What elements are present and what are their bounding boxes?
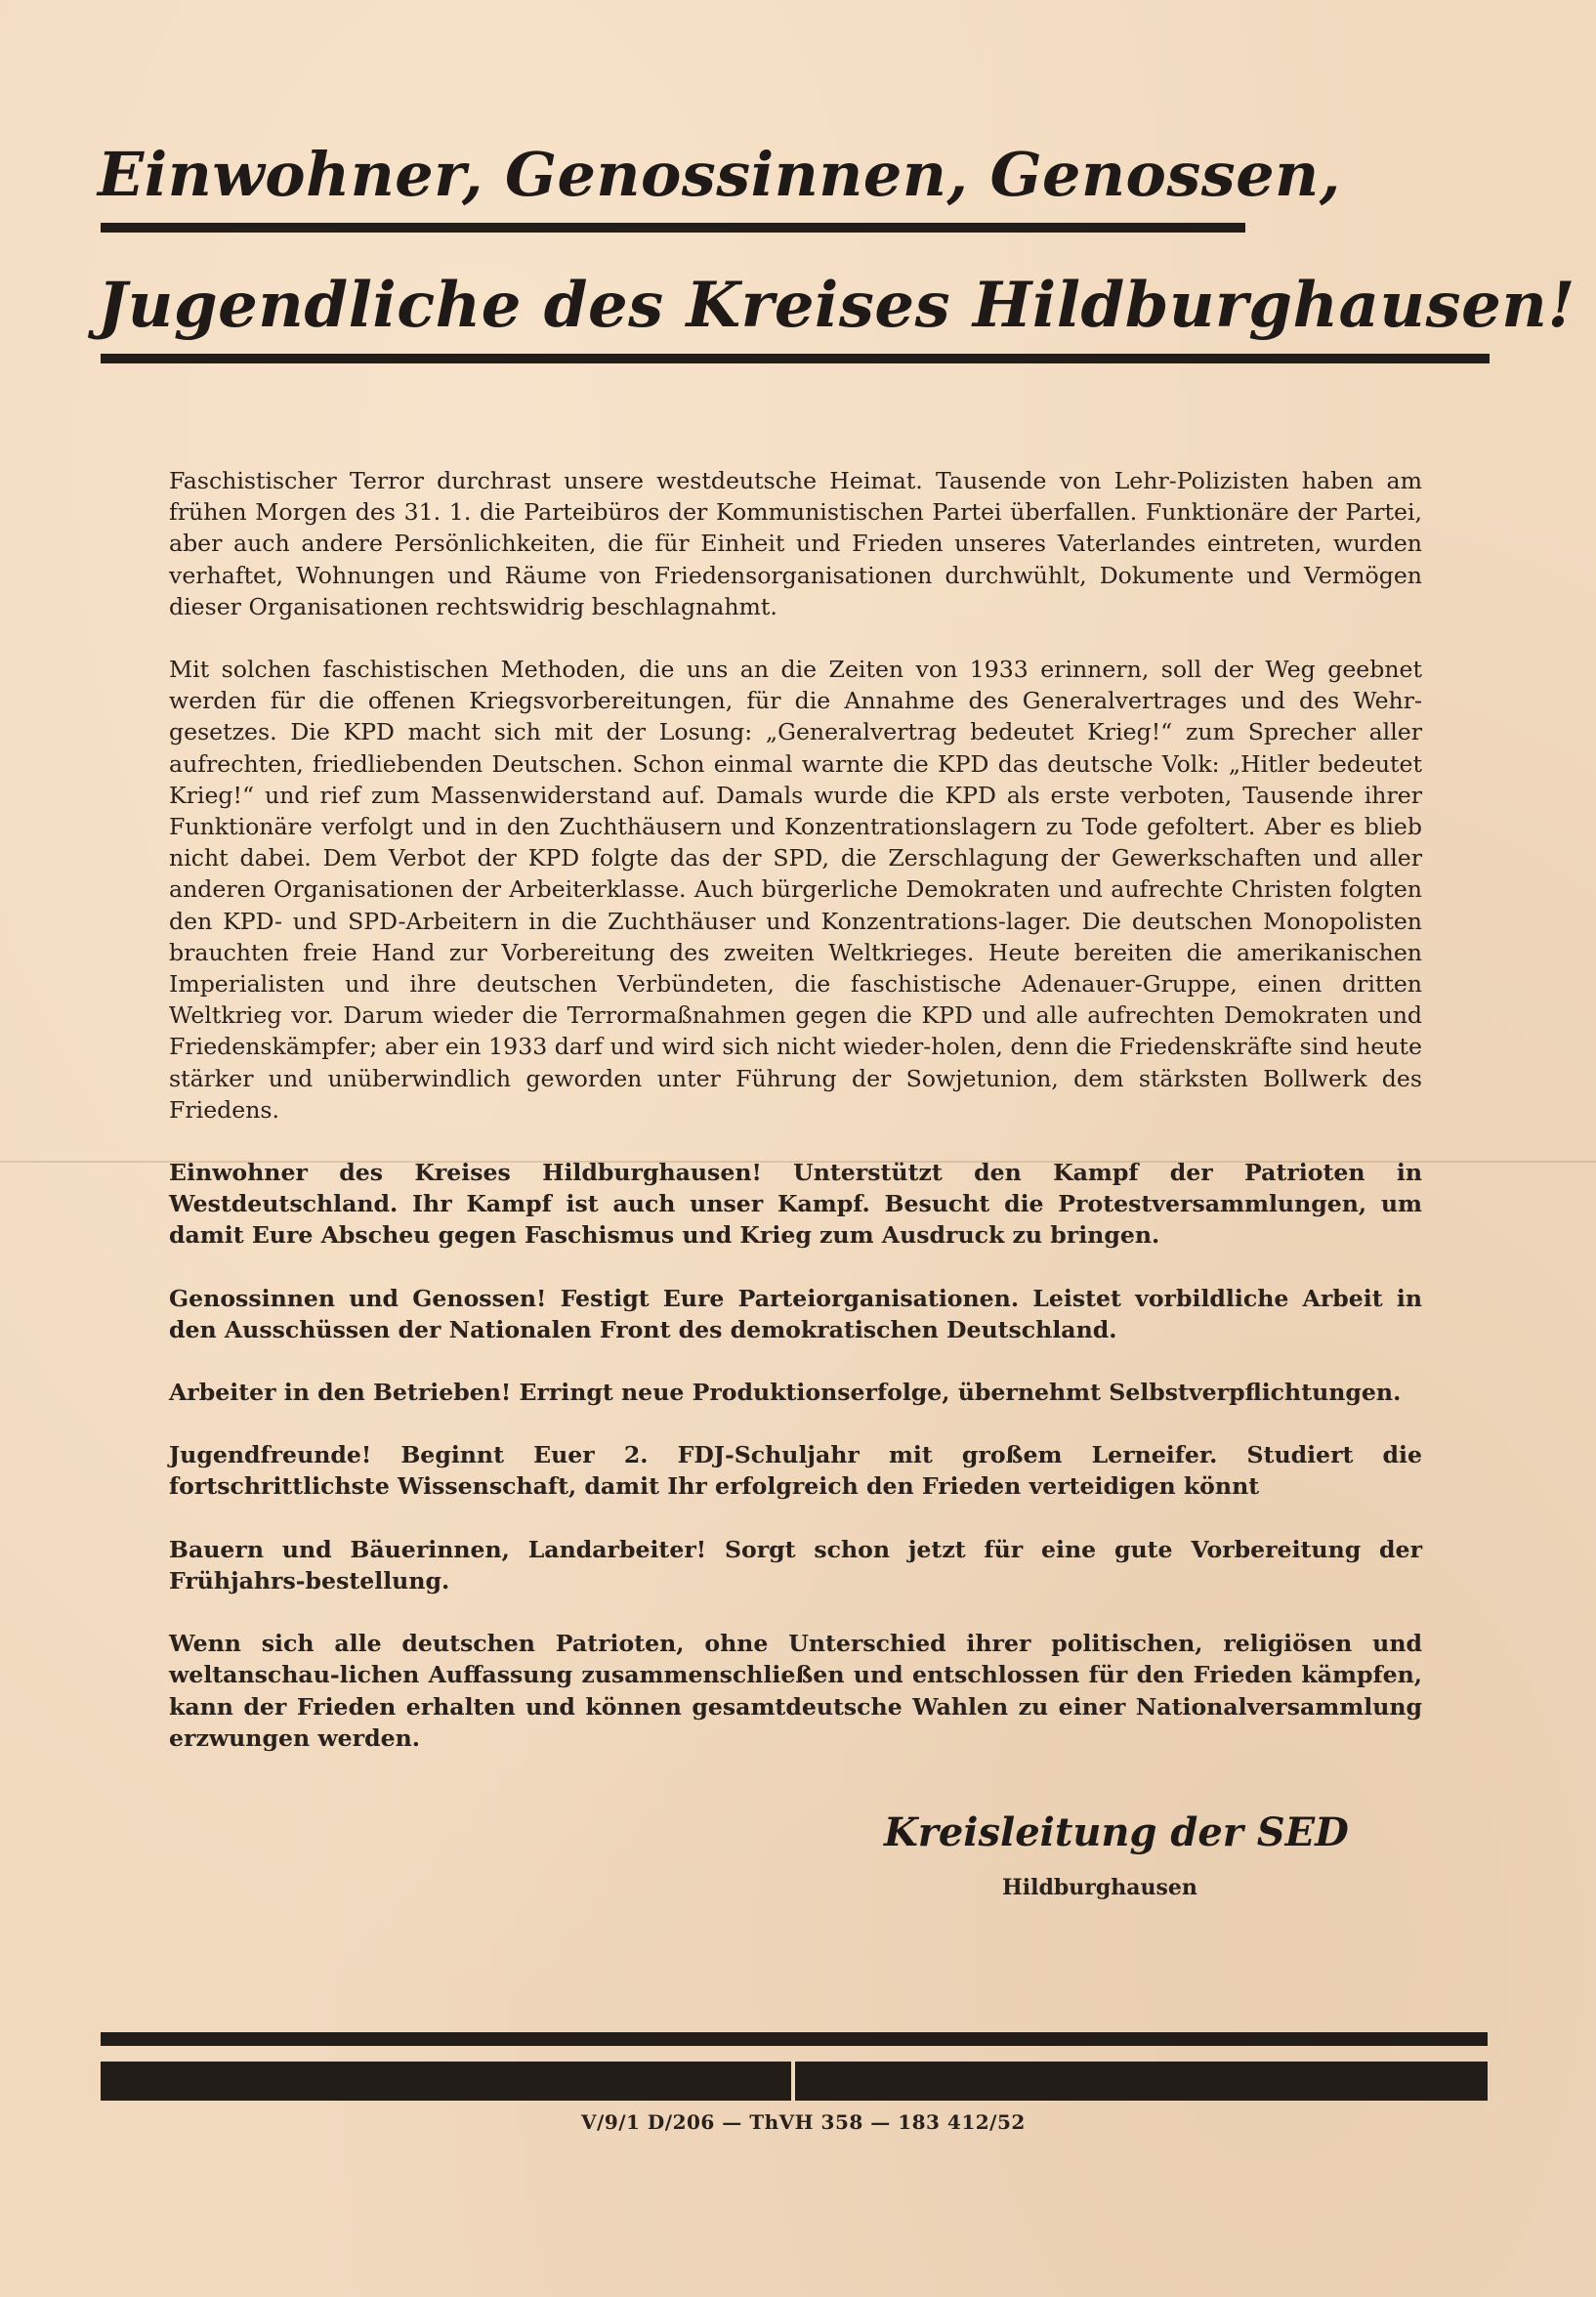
paragraph: Faschistischer Terror durchrast unsere westdeutsche Heimat. Tausende von Lehr-Polizisten haben am frühen Morgen des 31. 1. die Parteibüros der Kommunistischen Partei überfallen. Funktionäre der Partei, aber auch andere Persönlichkeiten, die für Einheit und Frieden unseres Vaterlandes eintreten, wurden verhaftet, Wohnungen und Räume von Friedensorganisationen durchwühlt, Dokumente und Vermögen dieser Organisationen rechtswidrig beschlagnahmt.	[169, 467, 1422, 620]
paragraph: Genossinnen und Genossen! Festigt Eure Parteiorganisationen. Leistet vorbildliche Arbeit in den Ausschüssen der Nationalen Front des demokratischen Deutschland.	[169, 1284, 1422, 1343]
paragraph: Bauern und Bäuerinnen, Landarbeiter! Sorgt schon jetzt für eine gute Vorbereitung der Frühjahrs-bestellung.	[169, 1535, 1422, 1595]
footer-rule-thin	[101, 2032, 1488, 2046]
headline-underline-2	[101, 354, 1490, 363]
signature-name: Kreisleitung der SED	[884, 1809, 1349, 1855]
print-code: V/9/1 D/206 — ThVH 358 — 183 412/52	[581, 2110, 1026, 2134]
headline-line-1: Einwohner, Genossinnen, Genossen,	[98, 139, 1341, 210]
paragraph: Arbeiter in den Betrieben! Erringt neue Produktionserfolge, übernehmt Selbstverpflichtungen.	[169, 1379, 1402, 1407]
signature-place: Hildburghausen	[1002, 1875, 1197, 1900]
footer-rule-gap	[791, 2062, 795, 2101]
headline-line-2: Jugendliche des Kreises Hildburghausen!	[98, 269, 1575, 342]
paragraph: Mit solchen faschistischen Methoden, die uns an die Zeiten von 1933 erinnern, soll der Weg geebnet werden für die offenen Kriegsvorbereitungen, für die Annahme des Generalvertrages und des Wehr-gesetzes. Die KPD macht sich mit der Losung: „Generalvertrag bedeutet Krieg!“ zum Sprecher aller aufrechten, friedliebenden Deutschen. Schon einmal warnte die KPD das deutsche Volk: „Hitler bedeutet Krieg!“ und rief zum Massenwiderstand auf. Damals wurde die KPD als erste verboten, Tausende ihrer Funktionäre verfolgt und in den Zuchthäusern und Konzentrationslagern zu Tode gefoltert. Aber es blieb nicht dabei. Dem Verbot der KPD folgte das der SPD, die Zerschlagung der Gewerkschaften und aller anderen Organisationen der Arbeiterklasse. Auch bürgerliche Demokraten und aufrechte Christen folgten den KPD- und SPD-Arbeitern in die Zuchthäuser und Konzentrations-lager. Die deutschen Monopolisten brauchten freie Hand zur Vorbereitung des zweiten Weltkrieges. Heute bereiten die amerikanischen Imperialisten und ihre deutschen Verbündeten, die faschistische Adenauer-Gruppe, einen dritten Weltkrieg vor. Darum wieder die Terrormaßnahmen gegen die KPD und alle aufrechten Demokraten und Friedenskämpfer; aber ein 1933 darf und wird sich nicht wieder-holen, denn die Friedenskräfte sind heute stärker und unüberwindlich geworden unter Führung der Sowjetunion, dem stärksten Bollwerk des Friedens.	[169, 656, 1422, 1124]
paragraph: Einwohner des Kreises Hildburghausen! Unterstützt den Kampf der Patrioten in Westdeutschland. Ihr Kampf ist auch unser Kampf. Besucht die Protestversammlungen, um damit Eure Abscheu gegen Faschismus und Krieg zum Ausdruck zu bringen.	[169, 1159, 1422, 1250]
paragraph: Jugendfreunde! Beginnt Euer 2. FDJ-Schuljahr mit großem Lerneifer. Studiert die fortschrittlichste Wissenschaft, damit Ihr erfolgreich den Frieden verteidigen könnt	[169, 1441, 1422, 1501]
body-text	[169, 465, 1422, 1785]
paragraph: Wenn sich alle deutschen Patrioten, ohne Unterschied ihrer politischen, religiösen und weltanschau-lichen Auffassung zusammenschließen und entschlossen für den Frieden kämpfen, kann der Frieden erhalten und können gesamtdeutsche Wahlen zu einer Nationalversammlung erzwungen werden.	[169, 1630, 1422, 1752]
headline-underline-1	[101, 223, 1245, 233]
